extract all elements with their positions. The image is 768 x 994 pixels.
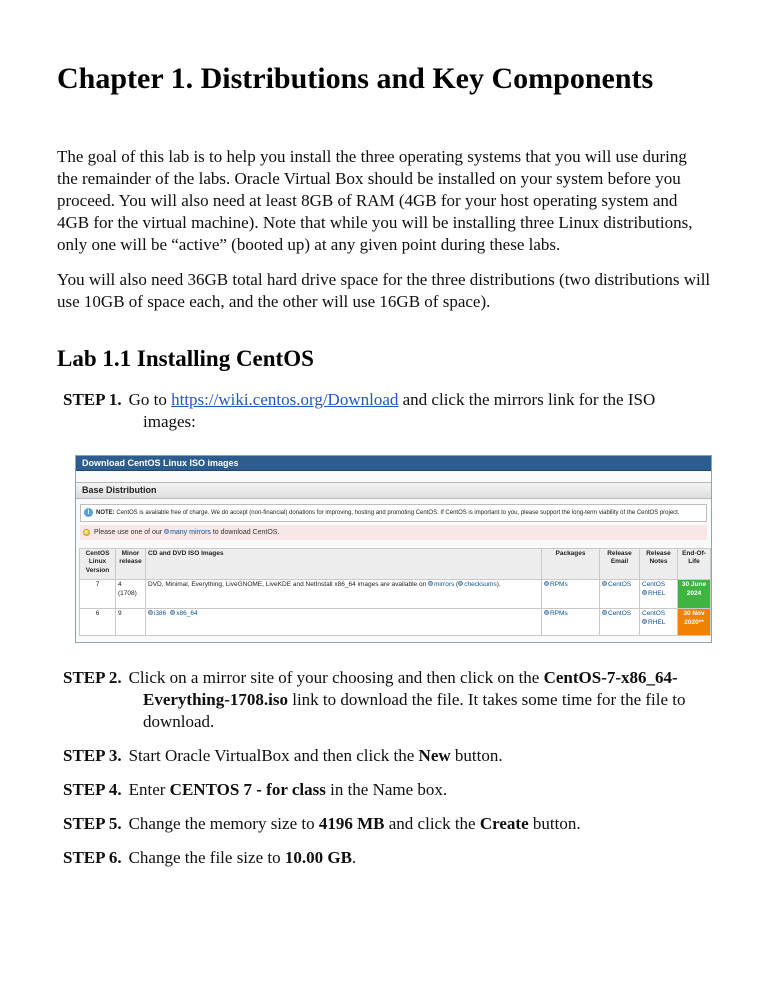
rhel-notes-link: RHEL — [648, 618, 666, 626]
minor-release-build: (1708) — [118, 589, 137, 597]
mirror-hint-row — [80, 525, 707, 540]
cell-iso-6 — [146, 609, 542, 636]
header-release-email: Release Email — [600, 549, 640, 580]
table-row-centos-7 — [80, 580, 711, 609]
step-3-text-pre: Start Oracle VirtualBox and then click the — [128, 746, 419, 765]
iso-filename: CentOS-7-x86_64-Everything-1708.iso — [143, 668, 678, 709]
cell-eol-6: 30 Nov 2020** — [678, 609, 711, 636]
vm-name-value: CENTOS 7 - for class — [169, 780, 326, 799]
iso-paren-close: ). — [496, 581, 501, 588]
step-6-label: STEP 6. — [63, 848, 122, 867]
table-row-centos-6 — [80, 609, 711, 636]
centos-email-link: CentOS — [608, 581, 632, 588]
cell-version-6: 6 — [80, 609, 116, 636]
checksums-link: checksums — [464, 581, 497, 588]
header-release-notes: Release Notes — [640, 549, 678, 580]
create-button-label: Create — [479, 814, 529, 833]
step-6-text-pre: Change the file size to — [128, 848, 285, 867]
step-1-text-post: and click the mirrors link for the ISO images: — [143, 390, 656, 431]
step-4-text-post: in the Name box. — [325, 780, 448, 799]
file-size-value: 10.00 GB — [284, 848, 352, 867]
external-link-icon — [148, 610, 153, 615]
header-minor-release: Minor release — [116, 549, 146, 580]
step-4-label: STEP 4. — [63, 780, 122, 799]
header-iso-images: CD and DVD ISO Images — [146, 549, 542, 580]
iso-images-table — [79, 548, 711, 636]
iso-description: DVD, Minimal, Everything, LiveGNOME, LiveKDE and NetInstall x86_64 images are available on — [148, 581, 428, 588]
step-5-text-pre: Change the memory size to — [128, 814, 319, 833]
step-4 — [63, 779, 711, 801]
step-6-text-post: . — [351, 848, 357, 867]
cell-release-notes-7 — [640, 580, 678, 609]
external-link-icon — [458, 581, 463, 586]
chapter-title: Chapter 1. Distributions and Key Components — [57, 62, 654, 95]
cell-packages-6 — [542, 609, 600, 636]
header-packages: Packages — [542, 549, 600, 580]
step-5-text-post: button. — [528, 814, 581, 833]
screenshot-title-bar: Download CentOS Linux ISO images — [76, 456, 711, 471]
rpms-link: RPMs — [550, 610, 568, 617]
header-centos-linux-version: CentOS Linux Version — [80, 549, 116, 580]
cell-packages-7 — [542, 580, 600, 609]
step-1-label: STEP 1. — [63, 390, 122, 409]
note-text: CentOS is available free of charge. We do accept (non-financial) donations for improving, hosting and promoting CentOS. If CentOS is important to you, please support the long-term viability of the CentOS project. — [114, 510, 680, 516]
step-5-text-mid: and click the — [384, 814, 480, 833]
cell-release-email-6 — [600, 609, 640, 636]
cell-iso-7 — [146, 580, 542, 609]
step-4-text-pre: Enter — [128, 780, 170, 799]
cell-eol-7: 30 June 2024 — [678, 580, 711, 609]
cell-release-email-7 — [600, 580, 640, 609]
external-link-icon — [164, 529, 169, 534]
external-link-icon — [602, 581, 607, 586]
step-6 — [63, 847, 711, 869]
centos-download-link[interactable]: https://wiki.centos.org/Download — [171, 390, 399, 409]
note-box — [80, 504, 707, 522]
step-2-text-post: link to download the file. It takes some time for the file to download. — [143, 690, 686, 731]
base-distribution-bar: Base Distribution — [76, 482, 711, 499]
external-link-icon — [544, 581, 549, 586]
step-5 — [63, 813, 711, 835]
cell-release-notes-6 — [640, 609, 678, 636]
step-2-text-pre: Click on a mirror site of your choosing and then click on the — [128, 668, 544, 687]
cell-minor-7 — [116, 580, 146, 609]
step-5-label: STEP 5. — [63, 814, 122, 833]
step-3-text-post: button. — [450, 746, 503, 765]
external-link-icon — [642, 590, 647, 595]
centos-notes-link: CentOS — [642, 581, 666, 588]
step-3 — [63, 745, 711, 767]
external-link-icon — [642, 619, 647, 624]
hint-text-post: to download CentOS. — [210, 529, 280, 536]
step-1-text-pre: Go to — [128, 390, 172, 409]
x86-64-link: x86_64 — [176, 610, 198, 617]
iso-paren-open: ( — [454, 581, 459, 588]
header-end-of-life: End-Of-Life — [678, 549, 711, 580]
i386-link: i386 — [154, 610, 167, 617]
step-2 — [63, 667, 711, 733]
intro-paragraph-2: You will also need 36GB total hard drive space for the three distributions (two distributions will use 10GB of space each, and the other will use 16GB of space). — [57, 270, 711, 311]
info-icon: i — [84, 508, 93, 517]
lab-heading: Lab 1.1 Installing CentOS — [57, 346, 314, 371]
external-link-icon — [544, 610, 549, 615]
step-2-label: STEP 2. — [63, 668, 122, 687]
intro-paragraph-1: The goal of this lab is to help you install the three operating systems that you will use during the remainder of the labs. Oracle Virtual Box should be installed on your system before you proceed. You will also need at least 8GB of RAM (4GB for your host operating system and 4GB for the virtual machine). Note that while you will be installing three Linux distributions, only one will be “active” (booted up) at any given point during these labs. — [57, 147, 693, 254]
minor-release-number: 4 — [118, 581, 122, 588]
rhel-notes-link: RHEL — [648, 589, 666, 597]
hint-text-pre: Please use one of our — [94, 529, 165, 536]
new-button-label: New — [418, 746, 451, 765]
cell-version-7: 7 — [80, 580, 116, 609]
cell-minor-6: 9 — [116, 609, 146, 636]
many-mirrors-link: many mirrors — [170, 529, 211, 536]
external-link-icon — [170, 610, 175, 615]
centos-email-link: CentOS — [608, 610, 632, 617]
centos-wiki-screenshot — [75, 455, 712, 643]
centos-notes-link: CentOS — [642, 610, 666, 617]
memory-size-value: 4196 MB — [318, 814, 385, 833]
external-link-icon — [602, 610, 607, 615]
step-1 — [63, 389, 711, 433]
step-3-label: STEP 3. — [63, 746, 122, 765]
external-link-icon — [428, 581, 433, 586]
lightbulb-icon — [83, 529, 90, 536]
rpms-link: RPMs — [550, 581, 568, 588]
table-header-row — [80, 549, 711, 580]
mirrors-link: mirrors — [434, 581, 455, 588]
note-label: NOTE: — [96, 510, 115, 516]
